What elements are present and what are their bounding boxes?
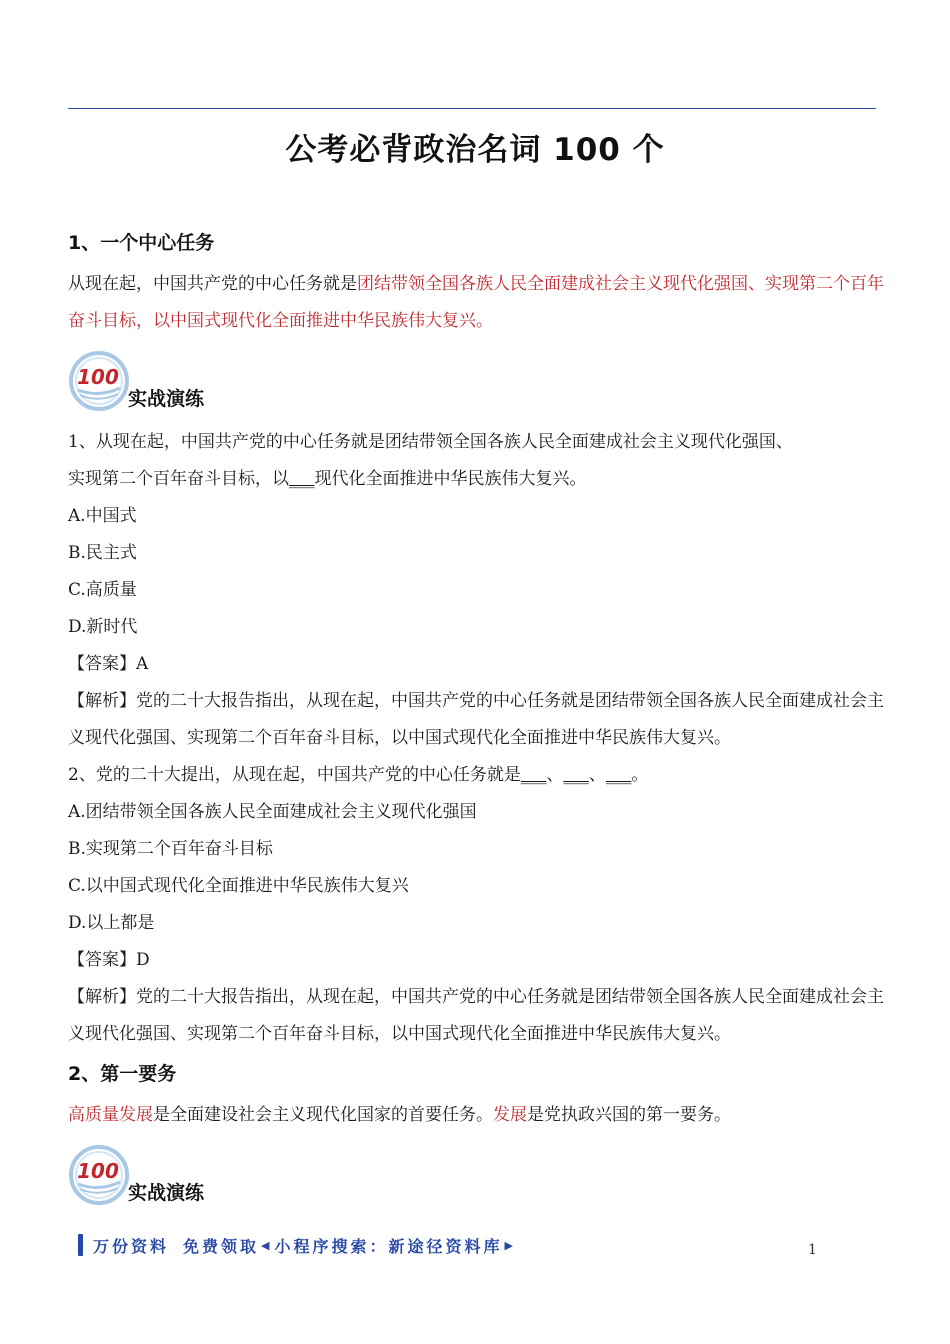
- practice-label: 实战演练: [128, 1182, 205, 1204]
- definition-highlight: 高质量发展: [68, 1105, 153, 1125]
- score-100-badge-icon: [68, 350, 130, 412]
- separator: 、: [588, 765, 606, 785]
- question-1-answer: 【答案】A: [68, 654, 149, 674]
- footer-text-search: 小程序搜索：新途径资料库: [274, 1236, 503, 1256]
- header-rule: [68, 108, 876, 109]
- question-2-answer: 【答案】D: [68, 950, 150, 970]
- answer-blank: ___: [605, 765, 632, 785]
- stem-text: 。: [631, 765, 649, 785]
- definition-highlight: 发展: [493, 1105, 527, 1125]
- practice-header-1: [68, 350, 888, 424]
- badge-number: 100: [77, 1159, 119, 1183]
- question-1-option-d: D.新时代: [68, 617, 138, 637]
- section-2-definition: [68, 1097, 888, 1134]
- question-2-option-c: C.以中国式现代化全面推进中华民族伟大复兴: [68, 876, 409, 896]
- separator: 、: [546, 765, 564, 785]
- footer-text-materials: 万份资料: [93, 1236, 170, 1256]
- footer-bar-mark: [78, 1234, 83, 1256]
- stem-text: 现代化全面推进中华民族伟大复兴。: [314, 469, 587, 489]
- definition-text: 是全面建设社会主义现代化国家的首要任务。: [153, 1105, 493, 1125]
- document-content: [68, 226, 888, 1218]
- badge-number: 100: [77, 365, 119, 389]
- left-arrow-icon: ◀: [261, 1238, 273, 1252]
- answer-blank: ___: [563, 765, 589, 785]
- question-2-option-d: D.以上都是: [68, 913, 155, 933]
- footer-text-free: 免费领取: [183, 1236, 260, 1256]
- question-1-option-b: B.民主式: [68, 543, 137, 563]
- question-1-stem-line2: [68, 461, 888, 498]
- score-100-badge-icon: [68, 1144, 130, 1206]
- answer-blank: ___: [520, 765, 547, 785]
- section-1-heading: 1、一个中心任务: [68, 232, 215, 254]
- practice-label: 实战演练: [128, 388, 205, 410]
- right-arrow-icon: ▶: [504, 1238, 516, 1252]
- question-2-stem: [68, 757, 888, 794]
- stem-text: 实现第二个百年奋斗目标，以: [68, 469, 289, 489]
- page-number: 1: [808, 1242, 817, 1258]
- footer-promo-banner[interactable]: [78, 1232, 618, 1258]
- section-1-definition: [68, 266, 888, 340]
- practice-header-2: [68, 1144, 888, 1218]
- question-2-option-a: A.团结带领全国各族人民全面建成社会主义现代化强国: [68, 802, 477, 822]
- question-2-option-b: B.实现第二个百年奋斗目标: [68, 839, 273, 859]
- question-1-option-c: C.高质量: [68, 580, 137, 600]
- stem-text: 2、党的二十大提出，从现在起，中国共产党的中心任务就是: [68, 765, 521, 785]
- document-title: 公考必背政治名词 100 个: [285, 132, 665, 168]
- definition-lead: 从现在起，中国共产党的中心任务就是: [68, 274, 357, 294]
- question-1-stem-line1: 1、从现在起，中国共产党的中心任务就是团结带领全国各族人民全面建成社会主义现代化强国、: [68, 432, 793, 452]
- question-1-option-a: A.中国式: [68, 506, 137, 526]
- definition-text: 是党执政兴国的第一要务。: [527, 1105, 731, 1125]
- definition-highlight: 团结带领全国各族人民全面建成社会主义现代化强国、实现第二个百年奋斗目标，以中国式现代化全面推进中华民族伟大复兴。: [68, 274, 884, 331]
- question-1-analysis: 【解析】党的二十大报告指出，从现在起，中国共产党的中心任务就是团结带领全国各族人民全面建成社会主义现代化强国、实现第二个百年奋斗目标，以中国式现代化全面推进中华民族伟大复兴。: [68, 691, 884, 748]
- answer-blank: ___: [289, 469, 315, 489]
- question-2-analysis: 【解析】党的二十大报告指出，从现在起，中国共产党的中心任务就是团结带领全国各族人民全面建成社会主义现代化强国、实现第二个百年奋斗目标，以中国式现代化全面推进中华民族伟大复兴。: [68, 987, 884, 1044]
- section-2-heading: 2、第一要务: [68, 1063, 177, 1085]
